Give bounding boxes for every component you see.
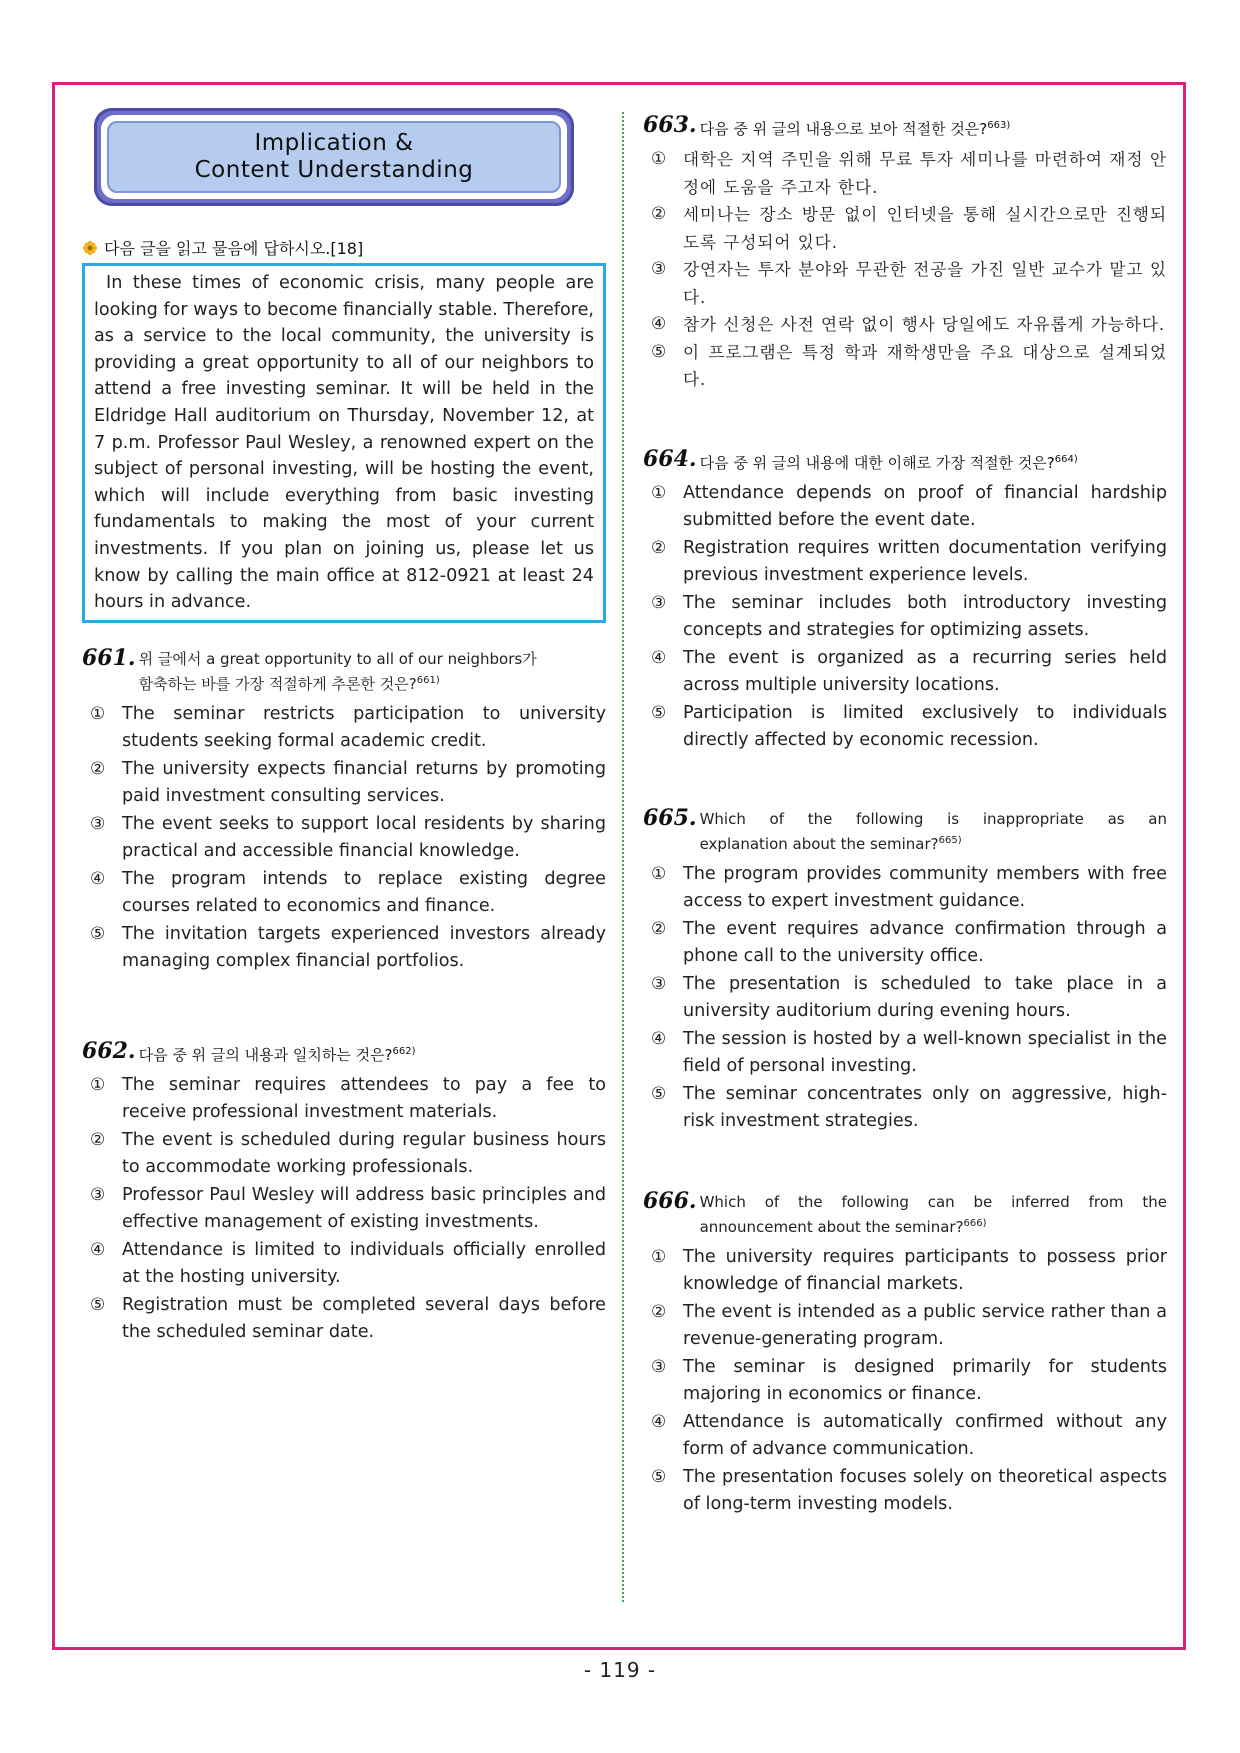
question-text-line1: Which of the following can be inferred from the [699, 1192, 1167, 1211]
question-text-line2: explanation about the seminar? [699, 834, 939, 853]
choice-2[interactable]: ② The event is intended as a public service rather than a revenue-generating program. [651, 1301, 1167, 1349]
choice-3[interactable]: ③ 강연자는 투자 분야와 무관한 전공을 가진 일반 교수가 맡고 있다. [651, 259, 1167, 307]
choice-1[interactable]: ① Attendance depends on proof of financial hardship submitted before the event date. [651, 482, 1167, 530]
question-663 [643, 112, 1167, 394]
choice-2[interactable]: ② Registration requires written documentation verifying previous investment experience levels. [651, 537, 1167, 585]
question-ref: 666) [963, 1217, 987, 1229]
choice-5[interactable]: ⑤ The presentation focuses solely on theoretical aspects of long-term investing models. [651, 1466, 1167, 1514]
question-ref: 665) [938, 834, 962, 846]
choice-1[interactable]: ① The program provides community members with free access to expert investment guidance. [651, 863, 1167, 911]
choice-2[interactable]: ② 세미나는 장소 방문 없이 인터넷을 통해 실시간으로만 진행되도록 구성되어 있다. [651, 204, 1167, 252]
choice-1[interactable]: ① The university requires participants to possess prior knowledge of financial markets. [651, 1246, 1167, 1294]
choice-4[interactable]: ④ The event is organized as a recurring series held across multiple university locations. [651, 647, 1167, 695]
question-661 [82, 645, 606, 976]
question-ref: 662) [392, 1045, 416, 1057]
question-number: 665. [643, 804, 697, 831]
choice-3[interactable]: ③ The presentation is scheduled to take place in a university auditorium during evening hours. [651, 973, 1167, 1021]
choice-5[interactable]: ⑤ Participation is limited exclusively to individuals directly affected by economic recession. [651, 702, 1167, 750]
instruction [82, 236, 606, 259]
page-number: - 119 - [583, 1658, 657, 1682]
choice-4[interactable]: ④ Attendance is limited to individuals officially enrolled at the hosting university. [90, 1239, 606, 1288]
question-number: 663. [643, 112, 697, 138]
question-text-line2: 함축하는 바를 가장 적절하게 추론한 것은? [138, 674, 417, 693]
question-665 [643, 805, 1167, 1136]
question-ref: 664) [1054, 453, 1078, 465]
choice-3[interactable]: ③ The seminar is designed primarily for students majoring in economics or finance. [651, 1356, 1167, 1404]
section-title-line2: Content Understanding [194, 157, 474, 183]
choice-5[interactable]: ⑤ Registration must be completed several days before the scheduled seminar date. [90, 1294, 606, 1343]
question-664 [643, 446, 1167, 755]
choice-2[interactable]: ② The event requires advance confirmation through a phone call to the university office. [651, 918, 1167, 966]
choice-1[interactable]: ① The seminar requires attendees to pay a fee to receive professional investment materials. [90, 1074, 606, 1123]
choice-3[interactable]: ③ The event seeks to support local residents by sharing practical and accessible financial knowledge. [90, 813, 606, 862]
question-number: 666. [643, 1187, 697, 1214]
instruction-text: 다음 글을 읽고 물음에 답하시오.[18] [104, 239, 364, 258]
choice-5[interactable]: ⑤ The seminar concentrates only on aggressive, high-risk investment strategies. [651, 1083, 1167, 1131]
flower-icon [82, 240, 98, 256]
question-text-line1: 위 글에서 a great opportunity to all of our neighbors가 [138, 649, 537, 668]
choice-5[interactable]: ⑤ The invitation targets experienced investors already managing complex financial portfolios. [90, 923, 606, 972]
choice-3[interactable]: ③ The seminar includes both introductory investing concepts and strategies for optimizing assets. [651, 592, 1167, 640]
question-ref: 663) [987, 120, 1011, 131]
question-text-line2: announcement about the seminar? [699, 1217, 964, 1236]
choice-5[interactable]: ⑤ 이 프로그램은 특정 학과 재학생만을 주요 대상으로 설계되었다. [651, 341, 1167, 389]
choice-1[interactable]: ① The seminar restricts participation to university students seeking formal academic credit. [90, 703, 606, 752]
question-text: 다음 중 위 글의 내용과 일치하는 것은? [138, 1045, 393, 1064]
choice-4[interactable]: ④ The program intends to replace existing degree courses related to economics and finance. [90, 868, 606, 917]
column-divider [622, 112, 624, 1602]
section-title-line1: Implication & [254, 130, 414, 156]
question-text-line1: Which of the following is inappropriate as an [699, 809, 1167, 828]
question-number: 664. [643, 445, 697, 472]
question-ref: 661) [416, 674, 440, 686]
choice-1[interactable]: ① 대학은 지역 주민을 위해 무료 투자 세미나를 마련하여 재정 안정에 도움을 주고자 한다. [651, 149, 1167, 197]
question-text: 다음 중 위 글의 내용으로 보아 적절한 것은? [699, 120, 988, 138]
question-666 [643, 1188, 1167, 1519]
passage-text: In these times of economic crisis, many people are looking for ways to become financially stable. Therefore, as a service to the local community, the university is providing a great opportunity to all of our neighbors to attend a free investing seminar. It will be held in the Eldridge Hall auditorium on Thursday, November 12, at 7 p.m. Professor Paul Wesley, a renowned expert on the subject of personal investing, will be hosting the event, which will include everything from basic investing fundamentals to making the most of your current investments. If you plan on joining us, please let us know by calling the main office at 812-0921 at least 24 hours in advance. [94, 273, 594, 613]
right-column [643, 112, 1167, 1519]
question-662 [82, 1038, 606, 1347]
question-number: 662. [82, 1037, 136, 1064]
choice-2[interactable]: ② The event is scheduled during regular business hours to accommodate working professionals. [90, 1129, 606, 1178]
choice-4[interactable]: ④ The session is hosted by a well-known specialist in the field of personal investing. [651, 1028, 1167, 1076]
question-text: 다음 중 위 글의 내용에 대한 이해로 가장 적절한 것은? [699, 453, 1055, 472]
choice-4[interactable]: ④ Attendance is automatically confirmed without any form of advance communication. [651, 1411, 1167, 1459]
choice-3[interactable]: ③ Professor Paul Wesley will address basic principles and effective management of existing investments. [90, 1184, 606, 1233]
choice-2[interactable]: ② The university expects financial returns by promoting paid investment consulting services. [90, 758, 606, 807]
choice-4[interactable]: ④ 참가 신청은 사전 연락 없이 행사 당일에도 자유롭게 가능하다. [651, 314, 1166, 334]
left-column [82, 108, 606, 1347]
reading-passage [82, 263, 606, 623]
question-number: 661. [82, 644, 136, 671]
section-title-badge [94, 108, 574, 206]
